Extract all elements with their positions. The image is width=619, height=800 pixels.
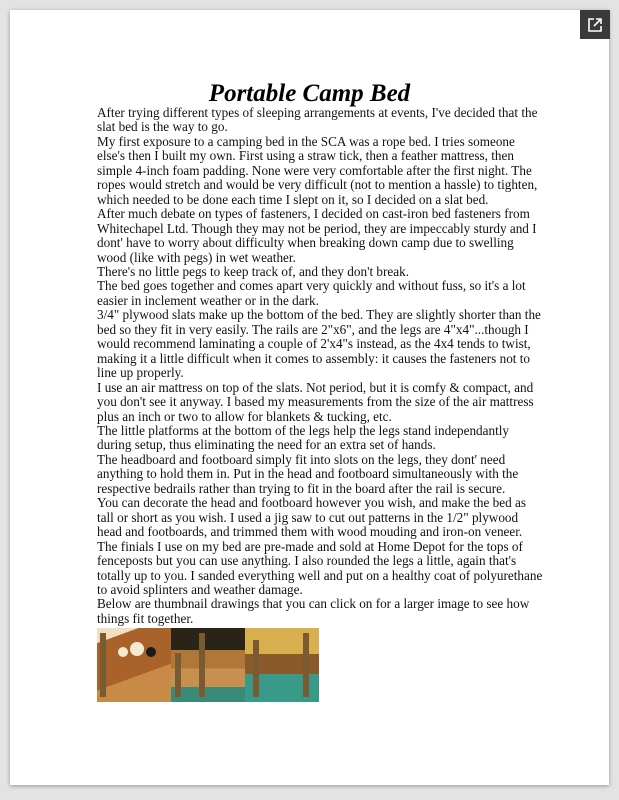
open-in-new-window-button[interactable] — [580, 10, 610, 39]
bed-post — [199, 633, 205, 697]
thumbnail-strip — [97, 628, 545, 702]
paragraph: My first exposure to a camping bed in the SCA was a rope bed. I tries someone else's then I built my own. First using a straw tick, then a feather mattress, then simple 4-inch foam padding. None were very comfortable after the first night. The ropes would stretch and would be very difficult (not to mention a hassle) to tighten, which needed to be done each time I slept on it, so I decided on a slat bed. — [97, 133, 538, 207]
thumbnail-footboard[interactable] — [245, 628, 319, 702]
paragraph: The little platforms at the bottom of the legs help the legs stand independantly during setup, thus eliminating the need for an extra set of hands. — [97, 422, 510, 453]
bed-post — [253, 640, 259, 697]
bed-post — [175, 653, 181, 697]
bed-post — [303, 633, 309, 697]
thumbnail-bed-frame[interactable] — [171, 628, 245, 702]
paragraph: There's no little pegs to keep track of, and they don't break. — [97, 263, 409, 279]
open-in-new-icon — [588, 18, 602, 32]
paragraph: You can decorate the head and footboard however you wish, and make the bed as tall or short as you wish. I used a jig saw to cut out patterns in the 1/2" plywood head and footboards, and trimmed them with wood mouding and iron-on veneer. The finials I use on my bed are pre-made and sold at Home Depot for the tops of fenceposts but you can use anything. I also rounded the legs a little, again that's totally up to you. I sanded everything well and put on a healthy coat of polyurethane to avoid splinters and weather damage. — [97, 495, 543, 597]
paragraph: After trying different types of sleeping arrangements at events, I've decided that the slat bed is the way to go. — [97, 105, 538, 135]
paragraph: I use an air mattress on top of the slats. Not period, but it is comfy & compact, and you don't see it anyway. I based my measurements from the size of the air mattress plus an inch or two to allow for blankets & tucking, etc. — [97, 379, 534, 424]
quatrefoil-cutout-icon — [117, 640, 157, 662]
paragraph: Below are thumbnail drawings that you can click on for a larger image to see how things fit together. — [97, 596, 530, 626]
paragraph: 3/4" plywood slats make up the bottom of the bed. They are slightly shorter than the bed so they fit in very easily. The rails are 2"x6", and the legs are 4"x4"...though I would recommend laminating a couple of 2'x4"s instead, as the 4x4 tends to twist, making it a little difficult when it comes to assembly: it causes the fasteners not to line up properly. — [97, 307, 541, 381]
paragraph: After much debate on types of fasteners, I decided on cast-iron bed fasteners from Whitechapel Ltd. Though they may not be period, they are impeccably sturdy and I dont' have to worry about difficulty when breaking down camp due to swelling wood (like with pegs) in wet weather. — [97, 206, 537, 265]
bed-post — [100, 633, 106, 697]
paragraph: The headboard and footboard simply fit into slots on the legs, they dont' need anything to hold them in. Put in the head and footboard simultaneously with the respective bedrails rather than trying to fit in the board after the rail is secure. — [97, 451, 519, 496]
document-body — [97, 106, 545, 702]
page-title: Portable Camp Bed — [208, 80, 411, 107]
thumbnail-headboard[interactable] — [97, 628, 171, 702]
paragraph: The bed goes together and comes apart very quickly and without fuss, so it's a lot easier in inclement weather or in the dark. — [97, 278, 526, 308]
